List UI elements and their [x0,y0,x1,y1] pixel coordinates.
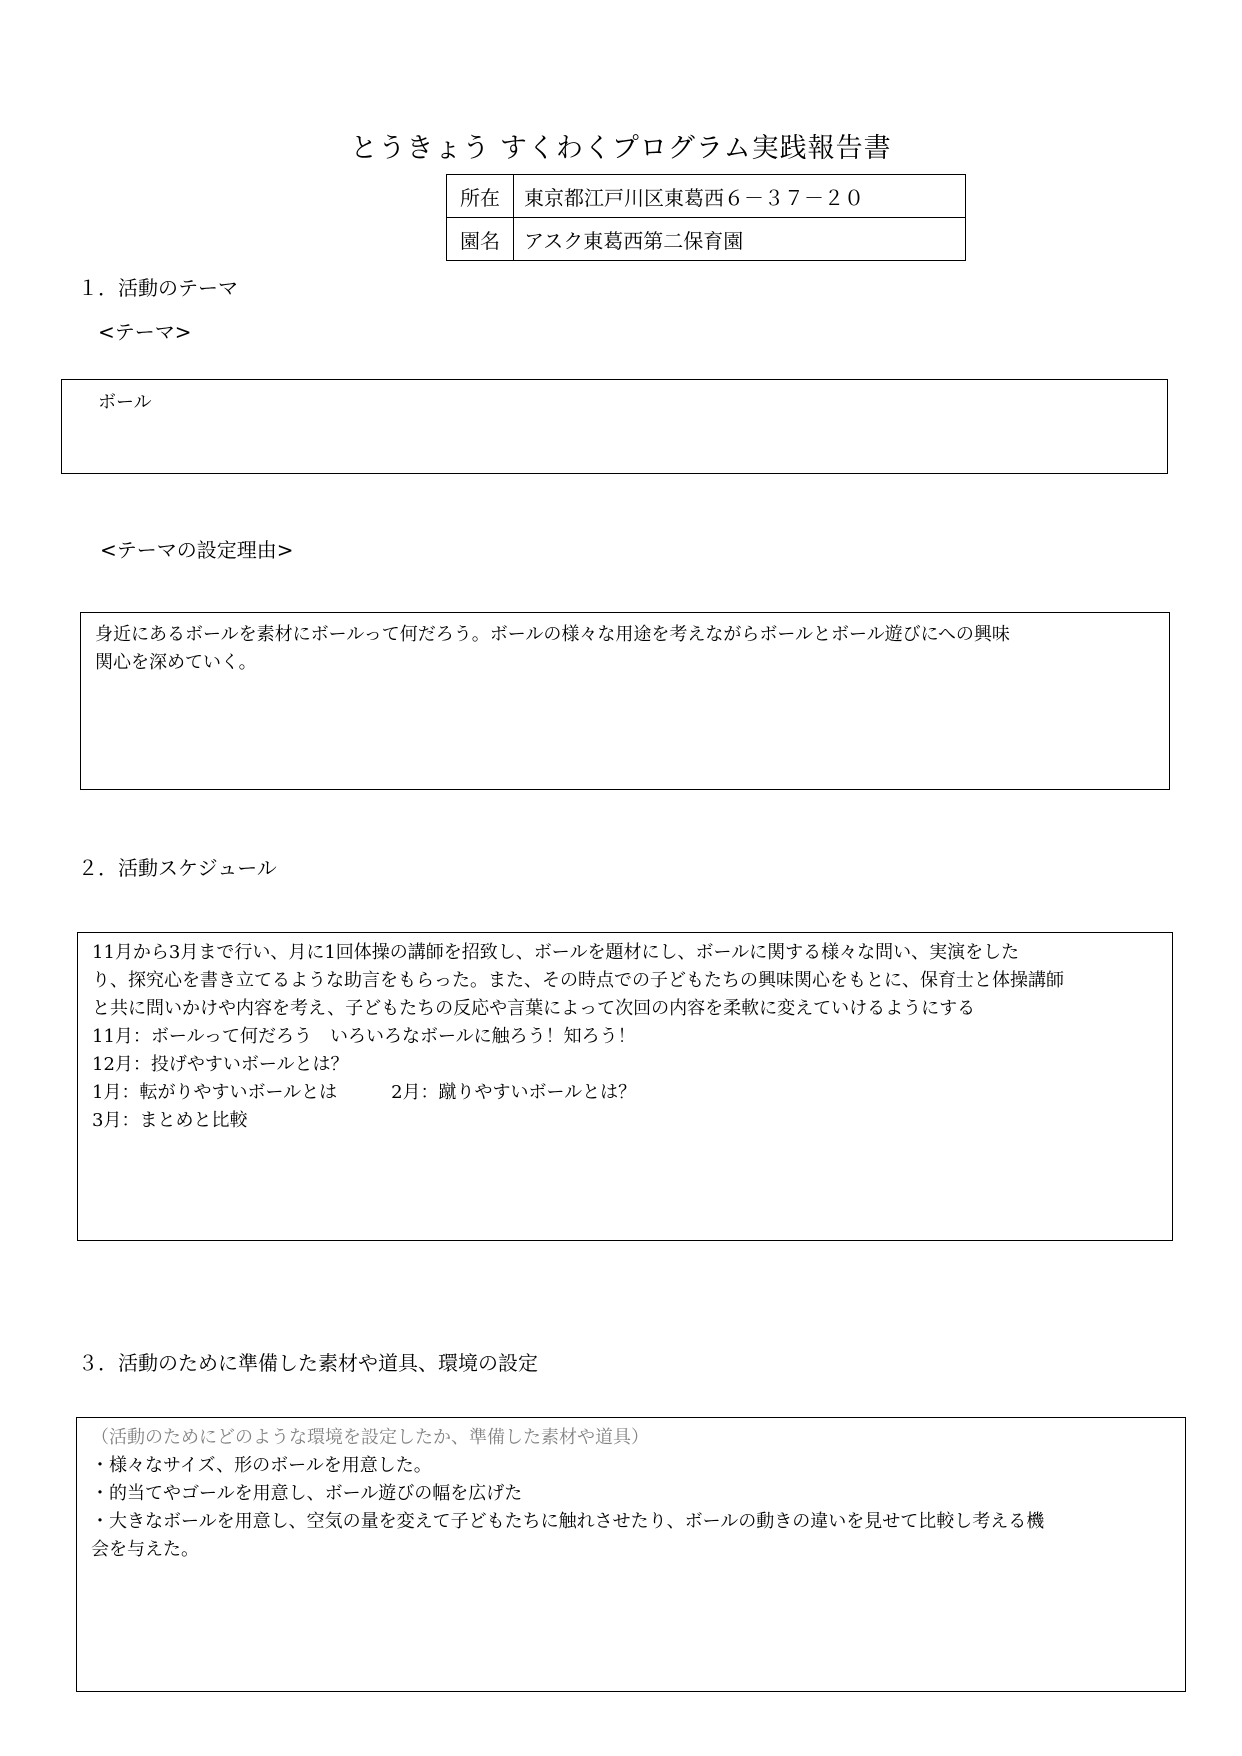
schedule-line: 11月：ボールって何だろう いろいろなボールに触ろう！知ろう！ [92,1026,636,1047]
materials-line: ・的当てやゴールを用意し、ボール遊びの幅を広げた [91,1483,523,1504]
materials-box [76,1417,1186,1692]
section1-heading: １．活動のテーマ [78,276,238,300]
materials-line: ・様々なサイズ、形のボールを用意した。 [91,1455,432,1476]
address-value: 東京都江戸川区東葛西６－３７－２０ [514,175,966,218]
reason-line: 関心を深めていく。 [95,652,257,673]
document-title: とうきょう すくわくプログラム実践報告書 [350,133,892,164]
theme-label: <テーマ> [98,320,192,344]
nursery-name-row [447,218,966,261]
theme-value: ボール [98,392,152,413]
materials-hint: （活動のためにどのような環境を設定したか、準備した素材や道具） [91,1427,649,1448]
schedule-line: と共に問いかけや内容を考え、子どもたちの反応や言葉によって次回の内容を柔軟に変えていけるようにする [92,998,976,1019]
address-label: 所在 [447,175,514,218]
section3-heading: ３．活動のために準備した素材や道具、環境の設定 [78,1351,538,1375]
schedule-line: 11月から3月まで行い、月に1回体操の講師を招致し、ボールを題材にし、ボールに関する様々な問い、実演をした [92,942,1020,963]
reason-box [80,612,1170,790]
schedule-box [77,932,1173,1241]
theme-box [61,379,1168,474]
schedule-line: 1月：転がりやすいボールとは 2月：蹴りやすいボールとは？ [92,1082,637,1103]
nursery-name-label: 園名 [447,218,514,261]
materials-line: 会を与えた。 [91,1539,199,1560]
materials-line: ・大きなボールを用意し、空気の量を変えて子どもたちに触れさせたり、ボールの動きの違いを見せて比較し考える機 [91,1511,1045,1532]
reason-label: <テーマの設定理由> [100,538,294,562]
schedule-line: 12月：投げやすいボールとは？ [92,1054,349,1075]
nursery-name-value: アスク東葛西第二保育園 [514,218,966,261]
address-row [447,175,966,218]
reason-line: 身近にあるボールを素材にボールって何だろう。ボールの様々な用途を考えながらボールとボール遊びにへの興味 [95,624,1010,645]
materials-text [91,1424,1044,1564]
section2-heading: ２．活動スケジュール [78,856,277,880]
reason-text [95,621,1010,677]
schedule-line: 3月：まとめと比較 [92,1110,248,1131]
schedule-text [92,939,1064,1135]
info-table [446,174,966,261]
schedule-line: り、探究心を書き立てるような助言をもらった。また、その時点での子どもたちの興味関心をもとに、保育士と体操講師 [92,970,1064,991]
